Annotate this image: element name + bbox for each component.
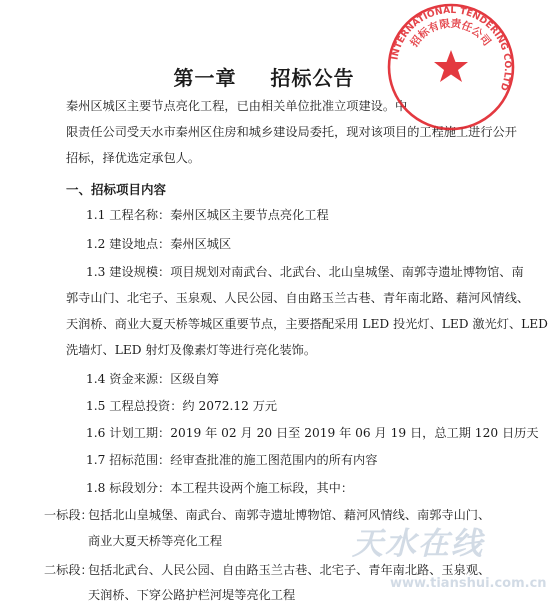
item-scale-line-3: 天润桥、商业大夏天桥等城区重要节点，主要搭配采用 LED 投光灯、LED 激光灯、LED	[66, 317, 548, 331]
intro-line-3: 招标，择优选定承包人。	[66, 151, 201, 165]
item-scope: 1.7 招标范围：经审查批准的施工图范围内的所有内容	[86, 453, 378, 467]
item-location: 1.2 建设地点：秦州区城区	[86, 237, 232, 251]
watermark-url: www.tianshui.com.cn	[390, 576, 547, 591]
lot-1-label: 一标段：	[44, 508, 93, 522]
lot-1-line-2: 商业大夏天桥等亮化工程	[88, 534, 223, 548]
intro-line-2: 限责任公司受天水市秦州区住房和城乡建设局委托，现对该项目的工程施工进行公开	[66, 125, 517, 139]
seal-text-chinese: 招标有限责任公司	[408, 17, 493, 50]
item-schedule: 1.6 计划工期：2019 年 02 月 20 日至 2019 年 06 月 19 日，总工期 120 日历天	[86, 426, 539, 440]
section-heading: 一、招标项目内容	[66, 182, 167, 197]
intro-line-1: 秦州区城区主要节点亮化工程，已由相关单位批准立项建设。中	[66, 99, 408, 113]
chapter-name: 招标公告	[270, 66, 355, 90]
item-scale-line-1: 1.3 建设规模：项目规划对南武台、北武台、北山皇城堡、南郭寺遗址博物馆、南	[86, 265, 524, 279]
lot-2-label: 二标段：	[44, 563, 93, 577]
lot-2-text: 包括北武台、人民公园、自由路玉兰古巷、北宅子、青年南北路、玉泉观、	[88, 563, 491, 577]
site-watermark	[352, 518, 547, 604]
item-scale-line-2: 郭寺山门、北宅子、玉泉观、人民公园、自由路玉兰古巷、青年南北路、藉河风情线、	[66, 291, 530, 305]
watermark-logo-text: 天水在线	[352, 526, 484, 562]
company-seal-stamp	[386, 2, 516, 132]
item-investment: 1.5 工程总投资：约 2072.12 万元	[86, 399, 278, 413]
item-funding: 1.4 资金来源：区级自筹	[86, 372, 219, 386]
lot-1-text: 包括北山皇城堡、南武台、南郭寺遗址博物馆、藉河风情线、南郭寺山门、	[88, 508, 491, 522]
item-scale-line-4: 洗墙灯、LED 射灯及像素灯等进行亮化装饰。	[66, 343, 317, 357]
item-project-name: 1.1 工程名称：秦州区城区主要节点亮化工程	[86, 208, 329, 222]
seal-text-english: INTERNATIONAL TENDERING CO.LTD	[389, 4, 514, 93]
item-lots: 1.8 标段划分：本工程共设两个施工标段，其中：	[86, 481, 354, 495]
lot-2-line-2: 天润桥、下穿公路护栏河堤等亮化工程	[88, 588, 296, 602]
chapter-number: 第一章	[173, 66, 237, 90]
seal-star-icon	[434, 50, 468, 82]
